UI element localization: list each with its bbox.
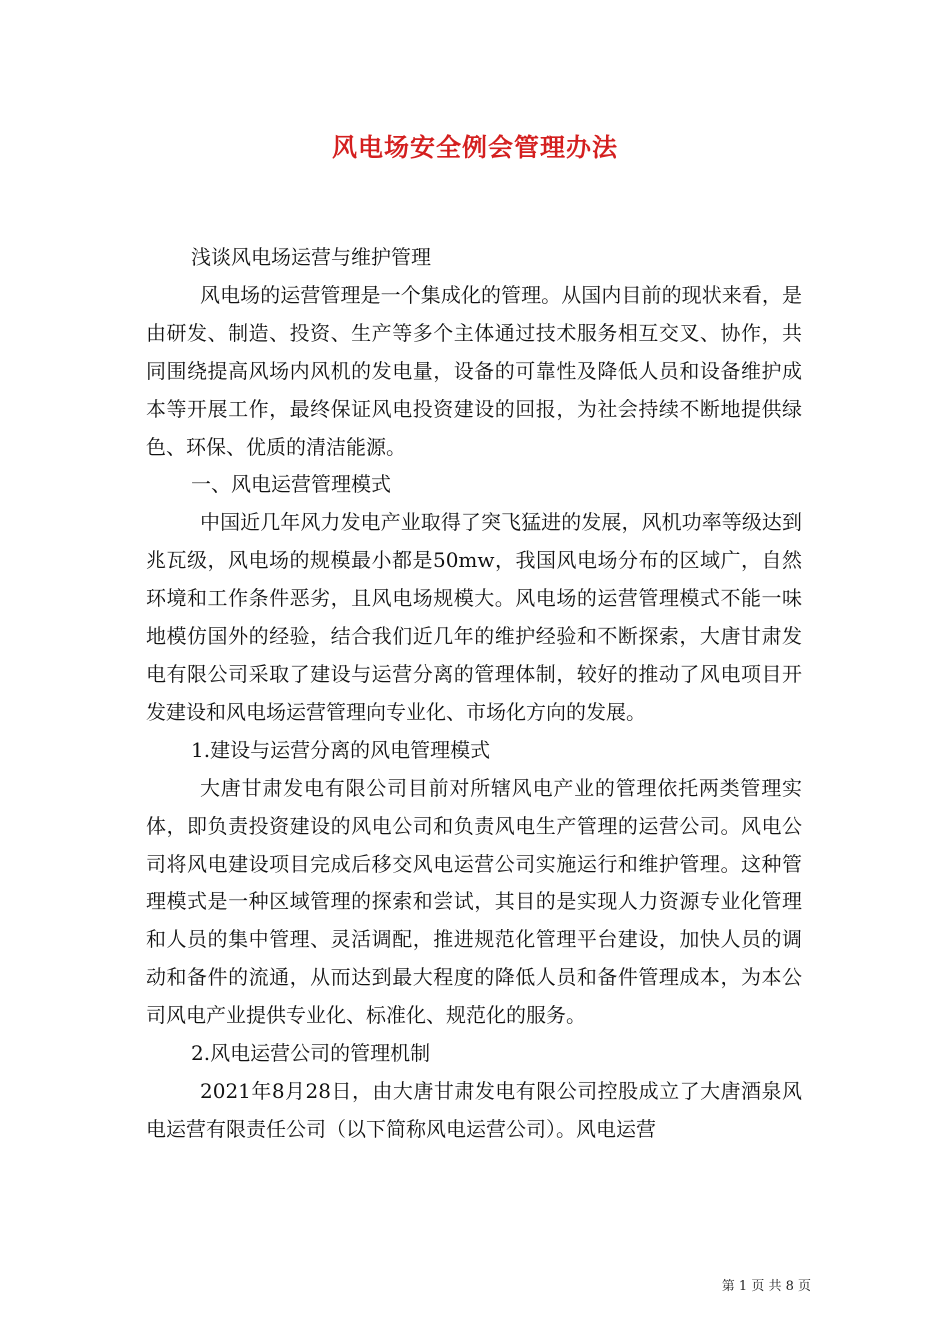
subsection-heading-separation: 1.建设与运营分离的风电管理模式 [191, 737, 491, 762]
paragraph-mode: 中国近几年风力发电产业取得了突飞猛进的发展，风机功率等级达到兆瓦级，风电场的规模最小都是50mw，我国风电场分布的区域广，自然环境和工作条件恶劣，且风电场规模大。风电场的运营管理模式不能一味地模仿国外的经验，结合我们近几年的维护经验和不断探索，大唐甘肃发电有限公司采取了建设与运营分离的管理体制，较好的推动了风电项目开发建设和风电场运营管理向专业化、市场化方向的发展。 [146, 510, 802, 724]
paragraph-overview: 风电场的运营管理是一个集成化的管理。从国内目前的现状来看，是由研发、制造、投资、生产等多个主体通过技术服务相互交叉、协作，共同围绕提高风场内风机的发电量，设备的可靠性及降低人员和设备维护成本等开展工作，最终保证风电投资建设的回报，为社会持续不断地提供绿色、环保、优质的清洁能源。 [146, 282, 802, 459]
subsection-heading-mechanism: 2.风电运营公司的管理机制 [191, 1041, 431, 1066]
document-body [146, 239, 802, 1149]
document-title: 风电场安全例会管理办法 [331, 133, 618, 162]
paragraph-separation: 大唐甘肃发电有限公司目前对所辖风电产业的管理依托两类管理实体，即负责投资建设的风电公司和负责风电生产管理的运营公司。风电公司将风电建设项目完成后移交风电运营公司实施运行和维护管理。这种管理模式是一种区域管理的探索和尝试，其目的是实现人力资源专业化管理和人员的集中管理、灵活调配，推进规范化管理平台建设，加快人员的调动和备件的流通，从而达到最大程度的降低人员和备件管理成本，为本公司风电产业提供专业化、标准化、规范化的服务。 [146, 775, 802, 1028]
page-number-footer: 第 1 页 共 8 页 [721, 1279, 811, 1294]
section-heading-intro: 浅谈风电场运营与维护管理 [191, 245, 431, 269]
paragraph-mechanism: 2021年8月28日，由大唐甘肃发电有限公司控股成立了大唐酒泉风电运营有限责任公司（以下简称风电运营公司）。风电运营 [146, 1078, 802, 1141]
section-heading-mode: 一、风电运营管理模式 [191, 472, 391, 497]
